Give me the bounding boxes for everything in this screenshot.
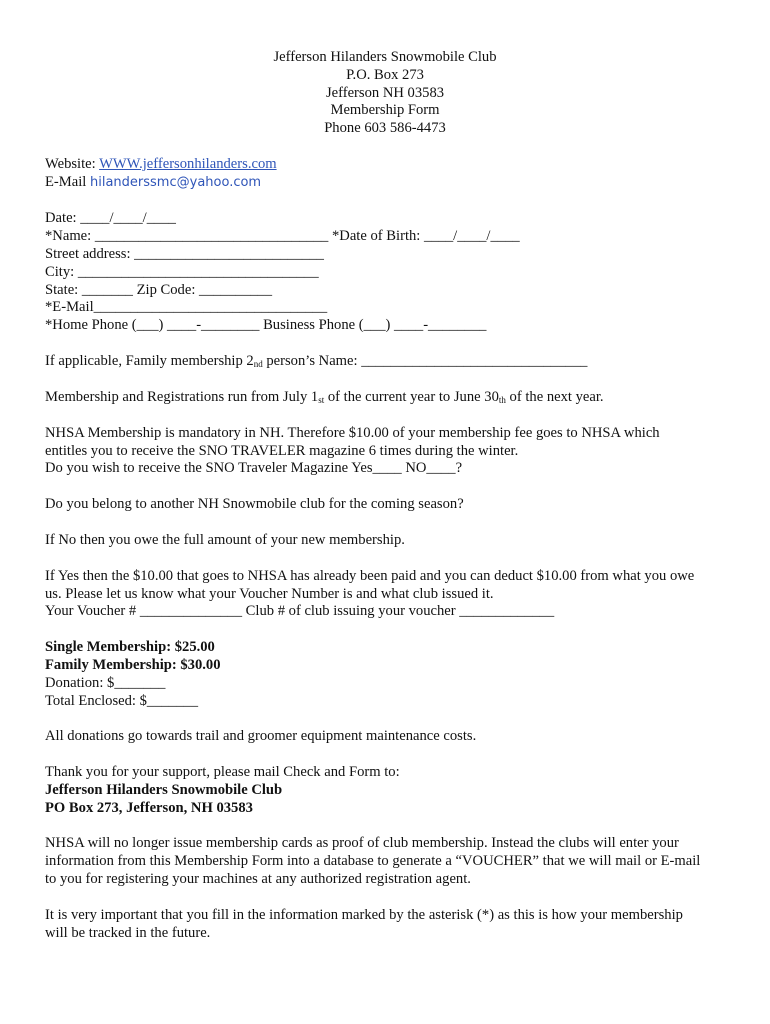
nhsa-line-1: NHSA Membership is mandatory in NH. Therefore $10.00 of your membership fee goes to NHSA which <box>45 425 660 441</box>
cards-note-line-2: information from this Membership Form into a database to generate a “VOUCHER” that we will mail or E-mail <box>45 853 701 869</box>
donations-note: All donations go towards trail and groomer equipment maintenance costs. <box>45 728 477 744</box>
date-field[interactable]: Date: ____/____/____ <box>45 210 176 226</box>
donation-field[interactable]: Donation: $_______ <box>45 675 166 691</box>
club-name: Jefferson Hilanders Snowmobile Club <box>273 49 497 65</box>
membership-period <box>45 388 604 409</box>
period-sup1: st <box>318 395 325 405</box>
family-membership-fee: Family Membership: $30.00 <box>45 657 221 673</box>
period-post: of the next year. <box>505 389 604 405</box>
if-no-text: If No then you owe the full amount of your new membership. <box>45 532 405 548</box>
asterisk-note-line-2: will be tracked in the future. <box>45 925 211 941</box>
email-label: E-Mail <box>45 174 90 190</box>
nhsa-line-2: entitles you to receive the SNO TRAVELER magazine 6 times during the winter. <box>45 443 519 459</box>
email-field[interactable]: *E-Mail________________________________ <box>45 299 328 315</box>
cards-note-line-1: NHSA will no longer issue membership cards as proof of club membership. Instead the clubs will enter your <box>45 835 679 851</box>
website-line <box>45 155 277 173</box>
email-link[interactable]: hilanderssmc@yahoo.com <box>90 175 262 190</box>
email-line <box>45 173 261 192</box>
voucher-field[interactable]: Your Voucher # ______________ Club # of club issuing your voucher _____________ <box>45 603 555 619</box>
mail-instructions: Thank you for your support, please mail Check and Form to: <box>45 764 400 780</box>
phone-fields[interactable]: *Home Phone (___) ____-________ Business Phone (___) ____-________ <box>45 317 487 333</box>
name-dob-field[interactable]: *Name: ________________________________ *Date of Birth: ____/____/____ <box>45 228 520 244</box>
period-pre: Membership and Registrations run from July 1 <box>45 389 319 405</box>
club-phone: Phone 603 586-4473 <box>324 120 446 136</box>
family-text-sup: nd <box>253 359 263 369</box>
total-enclosed-field[interactable]: Total Enclosed: $_______ <box>45 693 198 709</box>
form-title: Membership Form <box>330 102 440 118</box>
website-label: Website: <box>45 156 100 172</box>
club-city: Jefferson NH 03583 <box>325 85 445 101</box>
cards-note-line-3: to you for registering your machines at any authorized registration agent. <box>45 871 471 887</box>
website-link[interactable]: WWW.jeffersonhilanders.com <box>99 156 277 172</box>
mail-club-name: Jefferson Hilanders Snowmobile Club <box>45 782 283 798</box>
period-sup2: th <box>498 395 506 405</box>
club-po-box: P.O. Box 273 <box>346 67 424 83</box>
family-member-field[interactable] <box>45 352 587 373</box>
city-field[interactable]: City: _________________________________ <box>45 264 319 280</box>
magazine-question[interactable]: Do you wish to receive the SNO Traveler Magazine Yes____ NO____? <box>45 460 463 476</box>
if-yes-line-2: us. Please let us know what your Voucher Number is and what club issued it. <box>45 586 494 602</box>
period-mid: of the current year to June 30 <box>324 389 499 405</box>
state-zip-field[interactable]: State: _______ Zip Code: __________ <box>45 282 273 298</box>
other-club-question: Do you belong to another NH Snowmobile club for the coming season? <box>45 496 464 512</box>
asterisk-note-line-1: It is very important that you fill in the information marked by the asterisk (*) as this is how your membership <box>45 907 683 923</box>
family-text-pre: If applicable, Family membership 2 <box>45 353 254 369</box>
family-text-post: person’s Name: _______________________________ <box>262 353 588 369</box>
mail-address: PO Box 273, Jefferson, NH 03583 <box>45 800 253 816</box>
single-membership-fee: Single Membership: $25.00 <box>45 639 215 655</box>
if-yes-line-1: If Yes then the $10.00 that goes to NHSA has already been paid and you can deduct $10.00 from what you owe <box>45 568 695 584</box>
street-address-field[interactable]: Street address: __________________________ <box>45 246 324 262</box>
